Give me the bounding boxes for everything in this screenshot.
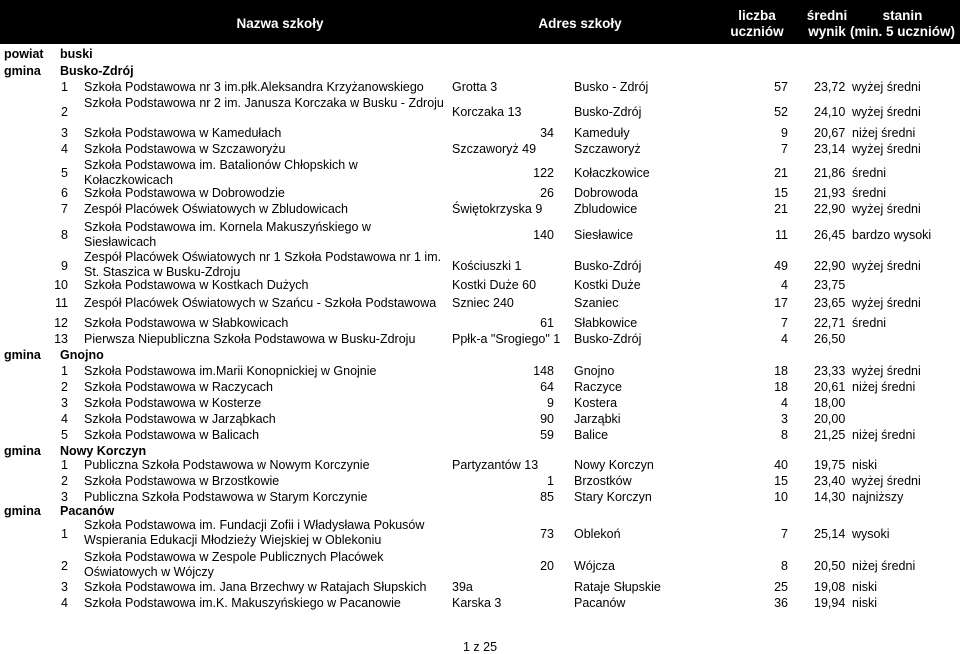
school-name: Szkoła Podstawowa w Raczycach bbox=[84, 380, 273, 394]
stanin-value: wyżej średni bbox=[852, 104, 921, 119]
school-address: Ppłk-a "Srogiego" 1 bbox=[452, 332, 561, 346]
school-nr: 4 bbox=[61, 412, 68, 426]
student-count: 21 bbox=[774, 165, 788, 180]
student-count: 57 bbox=[774, 80, 788, 94]
average-score: 26,50 bbox=[814, 332, 846, 346]
school-city: Kostera bbox=[574, 396, 618, 410]
school-city: Kostki Duże bbox=[574, 278, 641, 292]
school-name: Zespół Placówek Oświatowych w Szańcu - Szkoła Podstawowa bbox=[84, 296, 437, 310]
school-city: Wójcza bbox=[574, 558, 615, 573]
average-score: 23,40 bbox=[814, 474, 846, 488]
table-row bbox=[0, 220, 960, 250]
gmina-label: gmina bbox=[4, 504, 41, 518]
stanin-value: wyżej średni bbox=[852, 364, 921, 378]
school-address: 90 bbox=[540, 412, 554, 426]
average-score: 21,86 bbox=[814, 165, 846, 180]
school-nr: 2 bbox=[61, 474, 68, 488]
average-score: 22,90 bbox=[814, 258, 846, 273]
school-city: Kołaczkowice bbox=[574, 165, 650, 180]
stanin-value: wyżej średni bbox=[852, 142, 921, 156]
header-avg: średni wynik bbox=[806, 8, 848, 39]
student-count: 8 bbox=[781, 428, 788, 442]
school-nr: 2 bbox=[61, 104, 68, 119]
school-nr: 6 bbox=[61, 186, 68, 200]
header-address: Adres szkoły bbox=[538, 16, 622, 31]
average-score: 26,45 bbox=[814, 227, 846, 242]
student-count: 4 bbox=[781, 278, 788, 292]
school-city: Siesławice bbox=[574, 227, 634, 242]
school-name: Publiczna Szkoła Podstawowa w Starym Korczynie bbox=[84, 490, 368, 504]
student-count: 15 bbox=[774, 186, 788, 200]
school-address: 85 bbox=[540, 490, 554, 504]
school-city: Dobrowoda bbox=[574, 186, 638, 200]
school-address: Kostki Duże 60 bbox=[452, 278, 537, 292]
school-address: 148 bbox=[533, 364, 554, 378]
student-count: 8 bbox=[781, 558, 788, 573]
student-count: 40 bbox=[774, 458, 788, 472]
table-row bbox=[0, 278, 960, 294]
stanin-value: niżej średni bbox=[852, 380, 916, 394]
gmina-row bbox=[0, 348, 960, 364]
table-row bbox=[0, 412, 960, 428]
stanin-value: średni bbox=[852, 165, 887, 180]
school-address: Grotta 3 bbox=[452, 80, 498, 94]
school-city: Gnojno bbox=[574, 364, 615, 378]
school-nr: 4 bbox=[61, 596, 68, 610]
average-score: 23,33 bbox=[814, 364, 846, 378]
table-row bbox=[0, 596, 960, 612]
student-count: 18 bbox=[774, 364, 788, 378]
school-name: Szkoła Podstawowa w Kostkach Dużych bbox=[84, 278, 309, 292]
stanin-value: wyżej średni bbox=[852, 474, 921, 488]
header-name: Nazwa szkoły bbox=[236, 16, 324, 31]
school-city: Busko-Zdrój bbox=[574, 258, 642, 273]
school-nr: 1 bbox=[61, 80, 68, 94]
page-number: 1 z 25 bbox=[462, 640, 498, 654]
table-row bbox=[0, 158, 960, 188]
table-row bbox=[0, 296, 960, 312]
school-city: Pacanów bbox=[574, 596, 626, 610]
header-count: liczba uczniów bbox=[730, 8, 784, 39]
school-city: Szczaworyż bbox=[574, 142, 641, 156]
school-nr: 2 bbox=[61, 380, 68, 394]
table-row bbox=[0, 364, 960, 380]
school-name: Szkoła Podstawowa im. Batalionów Chłopskich w Kołaczkowicach bbox=[84, 158, 358, 187]
gmina-name: Gnojno bbox=[60, 348, 104, 362]
stanin-value: niżej średni bbox=[852, 126, 916, 140]
school-name: Szkoła Podstawowa w Balicach bbox=[84, 428, 260, 442]
school-nr: 9 bbox=[61, 258, 68, 273]
student-count: 7 bbox=[781, 316, 788, 330]
gmina-name: Busko-Zdrój bbox=[60, 64, 134, 78]
table-row bbox=[0, 142, 960, 158]
school-nr: 13 bbox=[54, 332, 68, 346]
student-count: 11 bbox=[775, 227, 788, 242]
school-nr: 3 bbox=[61, 126, 68, 140]
stanin-value: niżej średni bbox=[852, 428, 916, 442]
school-address: 20 bbox=[540, 558, 554, 573]
school-city: Kameduły bbox=[574, 126, 630, 140]
school-address: 122 bbox=[533, 165, 554, 180]
stanin-value: niski bbox=[852, 580, 878, 594]
school-nr: 3 bbox=[61, 396, 68, 410]
school-nr: 2 bbox=[61, 558, 68, 573]
school-city: Rataje Słupskie bbox=[574, 580, 661, 594]
gmina-label: gmina bbox=[4, 64, 41, 78]
school-city: Raczyce bbox=[574, 380, 622, 394]
school-city: Busko-Zdrój bbox=[574, 104, 642, 119]
average-score: 23,72 bbox=[814, 80, 846, 94]
gmina-name: Pacanów bbox=[60, 504, 115, 518]
average-score: 23,14 bbox=[814, 142, 846, 156]
student-count: 49 bbox=[774, 258, 788, 273]
average-score: 23,65 bbox=[814, 296, 846, 310]
average-score: 24,10 bbox=[814, 104, 846, 119]
school-nr: 3 bbox=[61, 490, 68, 504]
school-name: Zespół Placówek Oświatowych nr 1 Szkoła Podstawowa nr 1 im. St. Staszica w Busku-Zdroju bbox=[84, 250, 442, 279]
student-count: 4 bbox=[781, 332, 788, 346]
school-address: 9 bbox=[547, 396, 554, 410]
table-row bbox=[0, 550, 960, 582]
average-score: 21,25 bbox=[814, 428, 846, 442]
table-row bbox=[0, 80, 960, 96]
school-address: Kościuszki 1 bbox=[452, 258, 522, 273]
student-count: 10 bbox=[774, 490, 788, 504]
school-city: Oblekoń bbox=[574, 526, 621, 541]
stanin-value: wyżej średni bbox=[852, 202, 921, 216]
average-score: 25,14 bbox=[814, 526, 846, 541]
school-city: Szaniec bbox=[574, 296, 619, 310]
school-nr: 1 bbox=[61, 364, 68, 378]
gmina-row bbox=[0, 64, 960, 80]
stanin-value: niski bbox=[852, 596, 878, 610]
stanin-value: wyżej średni bbox=[852, 258, 921, 273]
average-score: 20,50 bbox=[814, 558, 846, 573]
average-score: 18,00 bbox=[814, 396, 846, 410]
powiat-value: buski bbox=[60, 47, 93, 61]
school-nr: 3 bbox=[61, 580, 68, 594]
stanin-value: wyżej średni bbox=[852, 80, 921, 94]
school-city: Stary Korczyn bbox=[574, 490, 652, 504]
school-nr: 1 bbox=[61, 458, 68, 472]
table-row bbox=[0, 474, 960, 490]
school-city: Jarząbki bbox=[574, 412, 621, 426]
school-address: 73 bbox=[540, 526, 554, 541]
average-score: 21,93 bbox=[814, 186, 846, 200]
school-name: Zespół Placówek Oświatowych w Zbludowicach bbox=[84, 202, 348, 216]
school-address: 26 bbox=[540, 186, 554, 200]
school-name: Szkoła Podstawowa nr 3 im.płk.Aleksandra Krzyżanowskiego bbox=[84, 80, 424, 94]
school-name: Szkoła Podstawowa w Dobrowodzie bbox=[84, 186, 285, 200]
school-nr: 11 bbox=[55, 296, 68, 310]
school-name: Szkoła Podstawowa w Kosterze bbox=[84, 396, 262, 410]
table-row bbox=[0, 458, 960, 474]
school-city: Zbludowice bbox=[574, 202, 638, 216]
gmina-label: gmina bbox=[4, 444, 41, 458]
stanin-value: najniższy bbox=[852, 490, 904, 504]
school-name: Szkoła Podstawowa w Brzostkowie bbox=[84, 474, 280, 488]
average-score: 20,61 bbox=[814, 380, 846, 394]
gmina-name: Nowy Korczyn bbox=[60, 444, 147, 458]
school-address: 39a bbox=[452, 580, 473, 594]
school-address: Korczaka 13 bbox=[452, 104, 522, 119]
school-name: Pierwsza Niepubliczna Szkoła Podstawowa w Busku-Zdroju bbox=[84, 332, 416, 346]
student-count: 25 bbox=[774, 580, 788, 594]
school-name: Szkoła Podstawowa im. Kornela Makuszyńskiego w Siesławicach bbox=[84, 220, 371, 249]
school-address: 1 bbox=[547, 474, 554, 488]
school-name: Szkoła Podstawowa im. Jana Brzechwy w Ratajach Słupskich bbox=[84, 580, 427, 594]
average-score: 14,30 bbox=[814, 490, 846, 504]
stanin-value: średni bbox=[852, 316, 887, 330]
school-address: Szczaworyż 49 bbox=[452, 142, 537, 156]
school-nr: 5 bbox=[61, 165, 68, 180]
school-address: 140 bbox=[533, 227, 554, 242]
student-count: 18 bbox=[774, 380, 788, 394]
school-address: 61 bbox=[540, 316, 554, 330]
student-count: 7 bbox=[781, 526, 788, 541]
school-nr: 12 bbox=[54, 316, 68, 330]
school-city: Balice bbox=[574, 428, 609, 442]
table-row bbox=[0, 96, 960, 128]
school-nr: 1 bbox=[61, 526, 68, 541]
school-name: Szkoła Podstawowa w Kamedułach bbox=[84, 126, 282, 140]
table-row bbox=[0, 428, 960, 444]
school-nr: 5 bbox=[61, 428, 68, 442]
stanin-value: wyżej średni bbox=[852, 296, 921, 310]
school-name: Szkoła Podstawowa nr 2 im. Janusza Korczaka w Busku - Zdroju bbox=[84, 96, 444, 110]
school-address: Szniec 240 bbox=[452, 296, 514, 310]
school-address: Świętokrzyska 9 bbox=[452, 202, 543, 216]
table-header bbox=[0, 0, 960, 44]
school-city: Busko - Zdrój bbox=[574, 80, 649, 94]
school-city: Brzostków bbox=[574, 474, 632, 488]
average-score: 19,94 bbox=[814, 596, 846, 610]
school-city: Busko-Zdrój bbox=[574, 332, 642, 346]
student-count: 15 bbox=[774, 474, 788, 488]
student-count: 4 bbox=[781, 396, 788, 410]
student-count: 36 bbox=[774, 596, 788, 610]
stanin-value: wysoki bbox=[852, 526, 890, 541]
stanin-value: niski bbox=[852, 458, 878, 472]
stanin-value: niżej średni bbox=[852, 558, 916, 573]
table-row bbox=[0, 396, 960, 412]
student-count: 21 bbox=[774, 202, 788, 216]
school-address: 34 bbox=[540, 126, 554, 140]
table-row bbox=[0, 380, 960, 396]
table-row bbox=[0, 518, 960, 550]
school-name: Publiczna Szkoła Podstawowa w Nowym Korczynie bbox=[84, 458, 370, 472]
average-score: 19,75 bbox=[814, 458, 846, 472]
average-score: 22,71 bbox=[814, 316, 846, 330]
school-name: Szkoła Podstawowa w Jarząbkach bbox=[84, 412, 276, 426]
header-stanin: stanin (min. 5 uczniów) bbox=[849, 8, 955, 39]
average-score: 23,75 bbox=[814, 278, 846, 292]
table-row bbox=[0, 316, 960, 332]
student-count: 3 bbox=[781, 412, 788, 426]
average-score: 22,90 bbox=[814, 202, 846, 216]
stanin-value: bardzo wysoki bbox=[852, 227, 932, 242]
school-city: Słabkowice bbox=[574, 316, 638, 330]
school-name: Szkoła Podstawowa im. Fundacji Zofii i Władysława Pokusów Wspierania Edukacji Młodzieży Wiejskiej w Oblekoniu bbox=[84, 518, 425, 547]
table-row bbox=[0, 126, 960, 142]
powiat-label: powiat bbox=[4, 47, 44, 61]
student-count: 17 bbox=[774, 296, 788, 310]
average-score: 19,08 bbox=[814, 580, 846, 594]
school-name: Szkoła Podstawowa w Zespole Publicznych Placówek Oświatowych w Wójczy bbox=[84, 550, 384, 579]
table-row bbox=[0, 332, 960, 348]
school-nr: 7 bbox=[61, 202, 68, 216]
school-name: Szkoła Podstawowa w Słabkowicach bbox=[84, 316, 289, 330]
table-row bbox=[0, 580, 960, 596]
school-name: Szkoła Podstawowa im.Marii Konopnickiej w Gnojnie bbox=[84, 364, 377, 378]
table-row bbox=[0, 186, 960, 202]
average-score: 20,67 bbox=[814, 126, 846, 140]
gmina-label: gmina bbox=[4, 348, 41, 362]
school-address: Partyzantów 13 bbox=[452, 458, 539, 472]
school-nr: 4 bbox=[61, 142, 68, 156]
student-count: 9 bbox=[781, 126, 788, 140]
average-score: 20,00 bbox=[814, 412, 846, 426]
student-count: 52 bbox=[774, 104, 788, 119]
school-name: Szkoła Podstawowa w Szczaworyżu bbox=[84, 142, 286, 156]
stanin-value: średni bbox=[852, 186, 887, 200]
school-nr: 10 bbox=[54, 278, 68, 292]
school-address: 59 bbox=[540, 428, 554, 442]
table-row bbox=[0, 202, 960, 218]
school-name: Szkoła Podstawowa im.K. Makuszyńskiego w Pacanowie bbox=[84, 596, 401, 610]
school-city: Nowy Korczyn bbox=[574, 458, 654, 472]
school-address: 64 bbox=[540, 380, 554, 394]
school-address: Karska 3 bbox=[452, 596, 502, 610]
student-count: 7 bbox=[781, 142, 788, 156]
school-nr: 8 bbox=[61, 227, 68, 242]
